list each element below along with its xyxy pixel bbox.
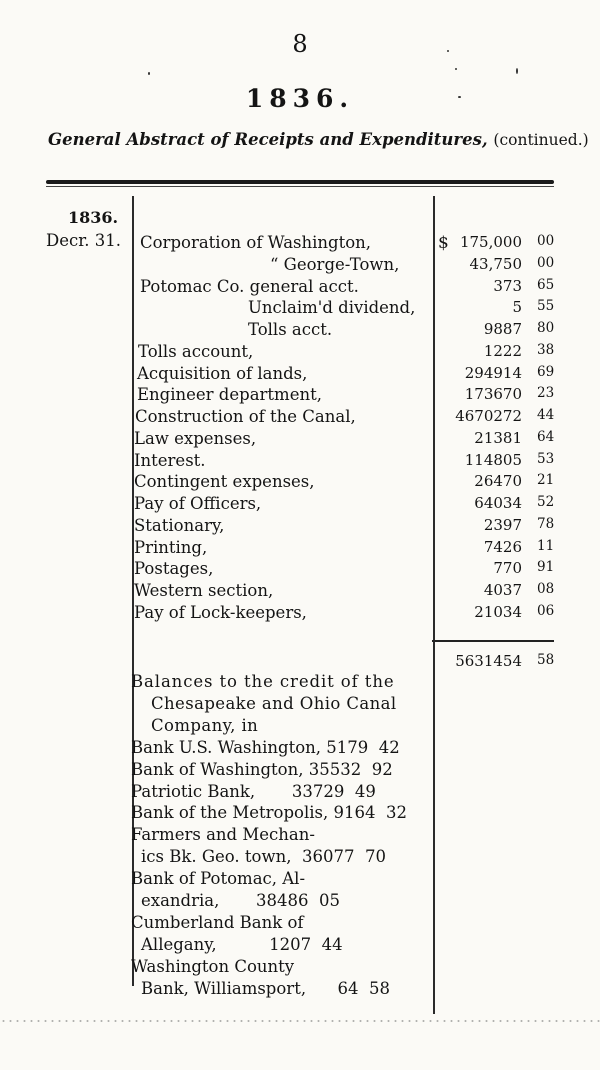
entry-row: [0, 342, 600, 364]
entry-label: Unclaim'd dividend,: [248, 298, 416, 318]
entry-amount: 373: [493, 276, 522, 295]
total-rule: [432, 640, 554, 642]
bottom-print-noise: [0, 1018, 600, 1024]
entry-label: Printing,: [134, 537, 208, 557]
entry-row: [0, 277, 600, 299]
balances-heading-text: Company, in: [151, 715, 259, 735]
heading-rule-thick: [46, 180, 554, 184]
balances-heading-line: [131, 672, 431, 694]
entry-cents: 91: [537, 559, 555, 576]
bank-balance-text: Farmers and Mechan-: [131, 825, 315, 845]
total-cents: 58: [537, 652, 555, 668]
entry-label: Law expenses,: [134, 428, 257, 448]
bank-balance-line: [131, 760, 431, 782]
entry-cents: 06: [537, 602, 555, 619]
entry-label: Potomac Co. general acct.: [140, 276, 359, 296]
balances-heading-text: Balances to the credit of the: [131, 672, 395, 691]
subtitle-continued: (continued.): [493, 131, 589, 149]
entry-label: Pay of Lock-keepers,: [134, 602, 307, 622]
heading-rule-thin: [46, 186, 554, 187]
entry-label: Pay of Officers,: [134, 494, 262, 513]
entry-cents: 00: [537, 233, 555, 249]
entry-amount: 9887: [483, 320, 522, 338]
entry-cents: 69: [537, 363, 555, 380]
bank-balance-text: Bank U.S. Washington, 5179 42: [131, 737, 400, 757]
page-year-heading: 1836.: [245, 84, 355, 113]
entry-date-day: Decr. 31.: [46, 231, 122, 250]
entry-row: [0, 320, 600, 342]
entry-amount: 64034: [474, 494, 522, 512]
entry-cents: 55: [537, 298, 555, 315]
entry-row: [0, 538, 600, 560]
entry-row: [0, 364, 600, 386]
bank-balance-line: [131, 869, 431, 891]
bank-balance-line: [131, 825, 431, 847]
entry-cents: 78: [537, 515, 555, 532]
bank-balance-text: Allegany, 1207 44: [141, 934, 343, 954]
balances-heading-text: Chesapeake and Ohio Canal: [151, 693, 397, 713]
entry-cents: 23: [537, 385, 555, 402]
bank-balance-text: Bank of the Metropolis, 9164 32: [131, 803, 407, 823]
entry-amount: 5: [512, 298, 522, 317]
balances-heading-line: [131, 694, 431, 716]
entry-cents: 80: [537, 320, 555, 336]
entry-row: [0, 429, 600, 451]
bank-balance-line: [131, 803, 431, 825]
entry-label: Contingent expenses,: [134, 472, 315, 492]
bank-balance-text: Cumberland Bank of: [131, 912, 304, 932]
entry-row: [0, 581, 600, 603]
entry-label: Postages,: [134, 559, 214, 579]
entry-row: [0, 472, 600, 494]
entry-amount: 175,000: [459, 233, 522, 251]
entry-amount: 21381: [474, 428, 522, 447]
entry-amount: 2397: [483, 515, 522, 534]
page-subtitle: [48, 130, 589, 149]
print-speck: [455, 68, 457, 70]
bank-balance-line: [131, 957, 431, 979]
total-row: [0, 652, 600, 674]
bank-balance-line: [131, 935, 431, 957]
entry-cents: 53: [537, 450, 555, 467]
entry-cents: 11: [537, 537, 555, 554]
total-amount: 5631454: [455, 652, 522, 670]
entry-amount: 173670: [464, 385, 522, 404]
entry-label: Tolls acct.: [248, 320, 333, 339]
entry-label: Acquisition of lands,: [137, 363, 308, 383]
entry-label: Western section,: [134, 581, 274, 600]
print-speck: [447, 50, 449, 52]
entry-amount: 1222: [483, 341, 522, 360]
entry-amount: 21034: [474, 602, 522, 621]
entry-amount: 4670272: [455, 407, 522, 425]
entry-row: [0, 298, 600, 320]
entry-amount: 43,750: [469, 254, 522, 273]
entry-amount: 294914: [464, 363, 522, 382]
entry-label: Interest.: [134, 450, 206, 470]
entry-row: [0, 385, 600, 407]
entry-label: Stationary,: [134, 515, 225, 535]
print-speck: [148, 72, 150, 75]
entry-amount: 770: [493, 559, 522, 578]
page-number: 8: [292, 30, 308, 58]
entry-date-year: 1836.: [68, 208, 119, 227]
entry-row: [0, 603, 600, 625]
entry-row: [0, 559, 600, 581]
entry-cents: 64: [537, 428, 555, 445]
bank-balance-line: [131, 782, 431, 804]
entry-label: Construction of the Canal,: [135, 407, 356, 426]
entry-cents: 52: [537, 494, 555, 510]
entry-row: [0, 407, 600, 429]
bank-balance-text: ics Bk. Geo. town, 36077 70: [141, 847, 386, 867]
bank-balance-text: Bank, Williamsport, 64 58: [141, 978, 391, 998]
dollar-sign: $: [438, 233, 449, 253]
entry-cents: 65: [537, 276, 555, 293]
entry-amount: 4037: [483, 581, 522, 599]
bank-balance-line: [131, 847, 431, 869]
entry-cents: 08: [537, 581, 555, 597]
bank-balance-text: exandria, 38486 05: [141, 891, 341, 910]
bank-balance-text: Patriotic Bank, 33729 49: [131, 781, 376, 801]
entry-label: Tolls account,: [138, 341, 254, 361]
entry-row: [0, 516, 600, 538]
subtitle-text: General Abstract of Receipts and Expenditures,: [48, 130, 488, 149]
bank-balance-line: [131, 891, 431, 913]
entry-cents: 21: [537, 472, 555, 489]
bank-balance-text: Washington County: [131, 956, 295, 976]
balances-heading-line: [131, 716, 431, 738]
print-speck: [516, 68, 518, 74]
print-speck: [458, 96, 461, 98]
entry-row: [0, 233, 600, 255]
bank-balance-line: [131, 913, 431, 935]
entry-amount: 7426: [483, 537, 522, 556]
bank-balance-text: Bank of Washington, 35532 92: [131, 759, 393, 779]
entry-label: “ George-Town,: [270, 254, 400, 274]
entry-cents: 00: [537, 254, 555, 271]
entry-row: [0, 255, 600, 277]
entry-label: Corporation of Washington,: [140, 233, 372, 252]
entry-row: [0, 494, 600, 516]
entry-cents: 38: [537, 341, 555, 358]
entry-cents: 44: [537, 407, 555, 423]
bank-balance-text: Bank of Potomac, Al-: [131, 869, 306, 889]
bank-balance-line: [131, 738, 431, 760]
bank-balance-line: [131, 979, 431, 1001]
entry-amount: 114805: [464, 450, 522, 469]
entry-label: Engineer department,: [137, 385, 322, 405]
entry-amount: 26470: [474, 472, 522, 491]
entry-row: [0, 451, 600, 473]
